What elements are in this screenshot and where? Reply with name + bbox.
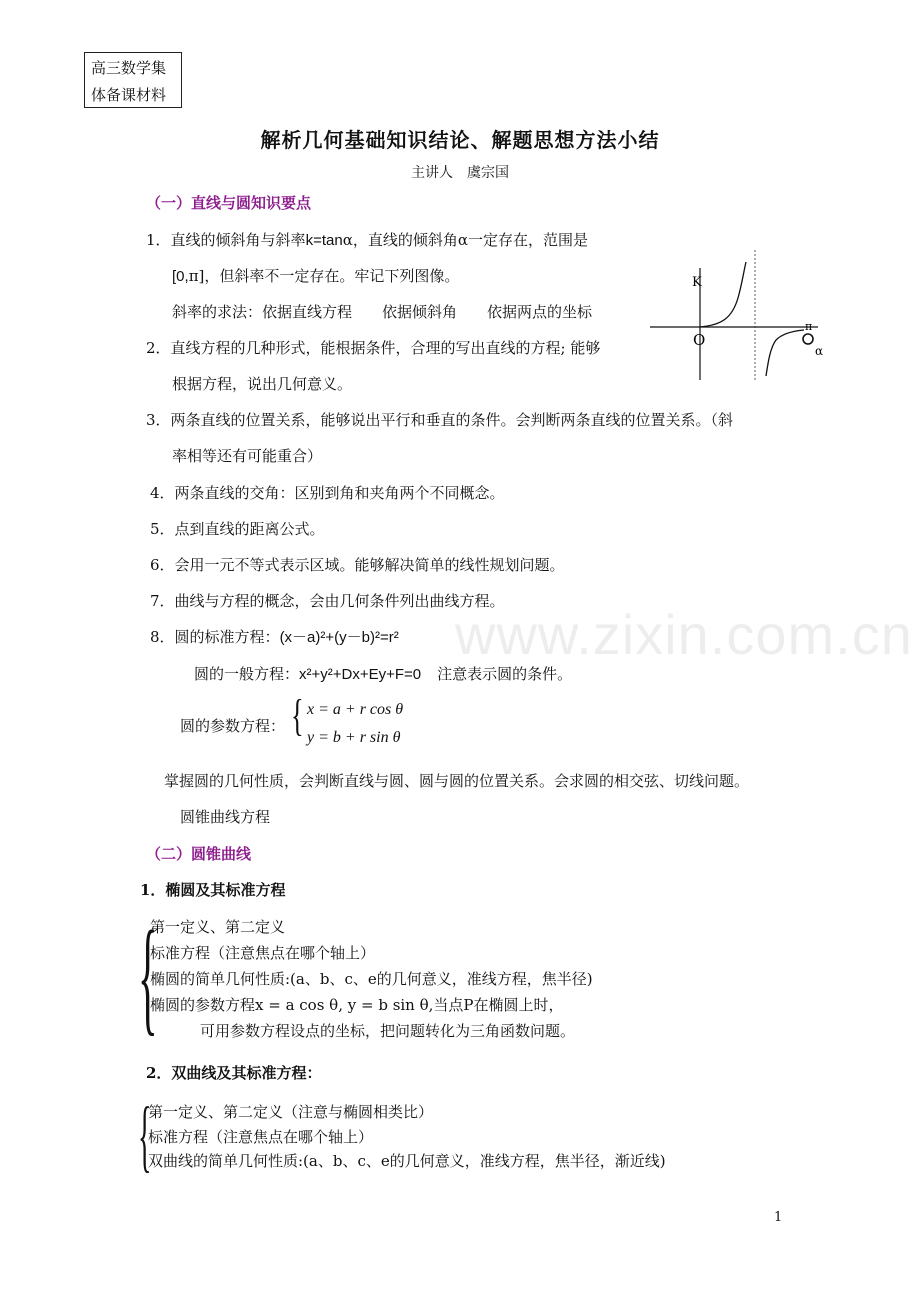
hyperbola-line1: 第一定义、第二定义（注意与椭圆相类比） — [148, 1103, 434, 1121]
graph-k-label: K — [692, 275, 702, 290]
item1-line1 — [146, 229, 588, 250]
section2-heading: （二）圆锥曲线 — [146, 845, 252, 863]
graph-curve-left — [700, 262, 746, 327]
page-title: 解析几何基础知识结论、解题思想方法小结 — [260, 128, 660, 152]
corner-label-line2: 体备课材料 — [91, 86, 167, 104]
hyperbola-line2: 标准方程（注意焦点在哪个轴上） — [148, 1128, 374, 1146]
graph-o-label: O — [693, 331, 706, 349]
item1-text-d: α一定存在，范围是 — [457, 231, 588, 249]
item8-standard — [150, 626, 399, 647]
item3-text: 两条直线的位置关系，能够说出平行和垂直的条件。会判断两条直线的位置关系。（斜 — [170, 411, 734, 429]
ellipse-line5: 可用参数方程设点的坐标，把问题转化为三角函数问题。 — [200, 1022, 576, 1040]
circle-param-label: 圆的参数方程： — [180, 717, 286, 735]
circle-param-x: x = a + r cos θ — [307, 701, 404, 718]
slope-angle-graph — [650, 248, 830, 388]
ellipse-line3: 椭圆的简单几何性质:(a、b、c、e的几何意义，准线方程，焦半径) — [150, 970, 593, 988]
ellipse-brace: { — [138, 905, 158, 1047]
circle-param-y: y = b + r sin θ — [307, 729, 401, 746]
ellipse-line1: 第一定义、第二定义 — [150, 918, 286, 936]
item2-num: 2． — [146, 339, 171, 357]
item5-num: 5． — [150, 520, 175, 538]
ellipse-line4: 椭圆的参数方程x = a cos θ, y = b sin θ,当点P在椭圆上时， — [150, 996, 564, 1014]
item6 — [150, 554, 565, 575]
page-number: 1 — [774, 1210, 783, 1225]
hyperbola-heading: 2．双曲线及其标准方程： — [146, 1064, 322, 1082]
watermark-text: www.zixin.com.cn — [455, 603, 913, 666]
item3-line1 — [146, 409, 733, 430]
circle-standard-eq: (x－a)²+(y－b)²=r² — [279, 629, 399, 646]
hyperbola-brace: { — [138, 1092, 152, 1180]
corner-label-box — [84, 52, 182, 108]
item2-line2: 根据方程，说出几何意义。 — [172, 375, 353, 393]
circle-standard-label: 圆的标准方程： — [174, 628, 280, 646]
item7 — [150, 590, 505, 611]
graph-curve-right — [766, 330, 804, 376]
speaker-line: 主讲人 虞宗国 — [411, 165, 509, 181]
graph-alpha-label: α — [815, 344, 824, 358]
item4-num: 4． — [150, 484, 175, 502]
item3-num: 3． — [146, 411, 171, 429]
item1-text-g: ，但斜率不一定存在。牢记下列图像。 — [204, 267, 460, 285]
item1-text-c: α，直线的倾斜角 — [342, 231, 458, 249]
item8-num: 8． — [150, 628, 175, 646]
item4 — [150, 482, 505, 503]
item7-text: 曲线与方程的概念，会由几何条件列出曲线方程。 — [174, 592, 505, 610]
section1-heading: （一）直线与圆知识要点 — [146, 194, 312, 212]
item1-text-f: π] — [188, 267, 205, 285]
item2-text: 直线方程的几种形式，能根据条件，合理的写出直线的方程; 能够 — [170, 339, 601, 357]
conic-equation-line: 圆锥曲线方程 — [180, 808, 271, 826]
item3-line2: 率相等还有可能重合） — [172, 447, 323, 465]
corner-label-line1: 高三数学集 — [91, 59, 167, 77]
ellipse-heading: 1．椭圆及其标准方程 — [140, 881, 286, 899]
graph-pi-label: π — [805, 320, 813, 333]
graph-open-point — [803, 334, 813, 344]
item7-num: 7． — [150, 592, 175, 610]
item1-text-e: [0, — [172, 268, 189, 285]
item1-text-b: k=tan — [305, 232, 343, 249]
item1-num: 1． — [146, 231, 171, 249]
item6-text: 会用一元不等式表示区域。能够解决简单的线性规划问题。 — [174, 556, 565, 574]
ellipse-line2: 标准方程（注意焦点在哪个轴上） — [150, 944, 376, 962]
item5-text: 点到直线的距离公式。 — [174, 520, 325, 538]
item1-line2 — [172, 265, 459, 286]
item2-line1 — [146, 337, 600, 358]
item4-text: 两条直线的交角：区别到角和夹角两个不同概念。 — [174, 484, 505, 502]
item1-text-a: 直线的倾斜角与斜率 — [170, 231, 306, 249]
hyperbola-line3: 双曲线的简单几何性质:(a、b、c、e的几何意义，准线方程，焦半径，渐近线) — [148, 1152, 666, 1170]
item5 — [150, 518, 325, 539]
circle-general-label: 圆的一般方程： — [194, 665, 300, 683]
circle-param-brace: { — [291, 691, 304, 740]
circle-general-eq: x²+y²+Dx+Ey+F=0 — [299, 666, 422, 683]
item6-num: 6． — [150, 556, 175, 574]
circle-general-note: 注意表示圆的条件。 — [437, 665, 573, 683]
master-circle-line: 掌握圆的几何性质，会判断直线与圆、圆与圆的位置关系。会求圆的相交弦、切线问题。 — [164, 772, 750, 790]
slope-methods-line: 斜率的求法：依据直线方程 依据倾斜角 依据两点的坐标 — [172, 303, 593, 321]
